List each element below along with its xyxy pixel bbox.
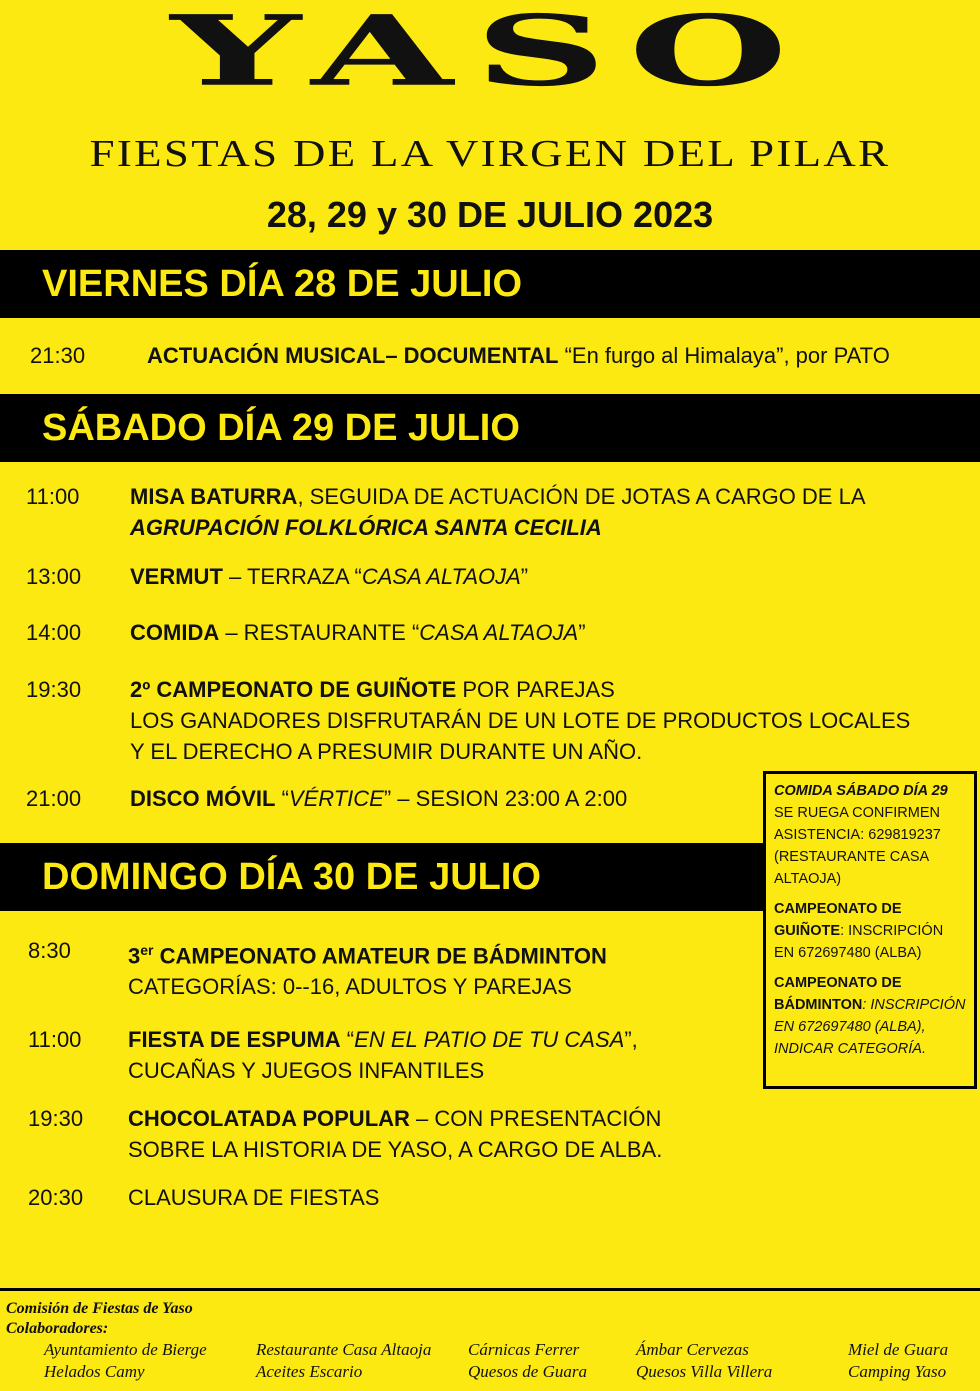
event-venue: CASA ALTAOJA — [419, 620, 579, 645]
info-box — [763, 771, 977, 1089]
event-time: 8:30 — [28, 938, 71, 963]
festival-dates: 28, 29 y 30 DE JULIO 2023 — [266, 194, 714, 235]
sponsor-item: Restaurante Casa Altaoja — [256, 1340, 432, 1359]
info-comida — [774, 780, 966, 890]
event-title: FIESTA DE ESPUMA — [128, 1027, 341, 1052]
event-detail: – RESTAURANTE “ — [219, 620, 420, 645]
day-header-domingo: DOMINGO DÍA 30 DE JULIO — [0, 843, 763, 911]
info-badminton-title: CAMPEONATO DE BÁDMINTON — [774, 975, 902, 1013]
event-time: 19:30 — [28, 1106, 84, 1131]
sponsor-item: Camping Yaso — [848, 1362, 947, 1381]
footer-commission: Comisión de Fiestas de Yaso — [6, 1300, 193, 1317]
event-time: 13:00 — [26, 564, 82, 589]
event-title: COMIDA — [130, 620, 220, 645]
event-detail-line2: AGRUPACIÓN FOLKLÓRICA SANTA CECILIA — [130, 515, 602, 540]
page-title: YASO — [170, 0, 810, 108]
event-title: 2º CAMPEONATO DE GUIÑOTE — [130, 677, 457, 702]
info-guinote-text: : INSCRIPCIÓN EN 672697480 (ALBA) — [774, 923, 944, 961]
footer-collaborators-label: Colaboradores: — [6, 1320, 109, 1337]
sponsor-item: Aceites Escario — [256, 1362, 363, 1381]
event-detail-line2: LOS GANADORES DISFRUTARÁN DE UN LOTE DE PRODUCTOS LOCALES — [130, 708, 911, 733]
info-guinote-title: CAMPEONATO DE GUIÑOTE — [774, 901, 902, 939]
sponsor-item: Quesos de Guara — [468, 1362, 587, 1381]
sponsor-item: Helados Camy — [44, 1362, 145, 1381]
event-detail: – CON PRESENTACIÓN — [409, 1106, 662, 1131]
info-comida-title: COMIDA SÁBADO DÍA 29 — [774, 783, 948, 799]
event-venue: CASA ALTAOJA — [361, 564, 521, 589]
event-title: CAMPEONATO AMATEUR DE BÁDMINTON — [153, 943, 607, 969]
event-title: VERMUT — [130, 564, 223, 589]
event-ordinal: 3 — [128, 943, 141, 969]
event-time: 14:00 — [26, 620, 82, 645]
event-time: 21:00 — [26, 786, 82, 811]
event-detail: – TERRAZA “ — [222, 564, 362, 589]
day-header-viernes: VIERNES DÍA 28 DE JULIO — [0, 250, 980, 318]
event-time: 11:00 — [26, 484, 80, 509]
page-subtitle: FIESTAS DE LA VIRGEN DEL PILAR — [89, 133, 891, 175]
event-title: DISCO MÓVIL — [130, 786, 276, 811]
sponsor-item: Ámbar Cervezas — [636, 1340, 749, 1359]
event-title: ACTUACIÓN MUSICAL– DOCUMENTAL — [147, 343, 559, 368]
sponsor-item: Ayuntamiento de Bierge — [44, 1340, 207, 1359]
footer-divider — [0, 1288, 980, 1291]
event-detail-line2: CATEGORÍAS: 0--16, ADULTOS Y PAREJAS — [128, 974, 572, 1000]
event-detail: “En furgo al Himalaya”, por PATO — [558, 343, 890, 368]
event-ordinal-suffix: er — [140, 942, 154, 958]
event-time: 20:30 — [28, 1185, 84, 1210]
event-title: CLAUSURA DE FIESTAS — [128, 1185, 380, 1210]
event-detail: “ — [340, 1027, 355, 1052]
info-comida-text: SE RUEGA CONFIRMEN ASISTENCIA: 629819237 (RESTAURANTE CASA ALTAOJA) — [774, 805, 941, 887]
event-detail-line3: Y EL DERECHO A PRESUMIR DURANTE UN AÑO. — [130, 739, 643, 764]
sponsor-item: Cárnicas Ferrer — [468, 1340, 580, 1359]
event-venue: EN EL PATIO DE TU CASA — [354, 1027, 625, 1052]
event-detail-line2: CUCAÑAS Y JUEGOS INFANTILES — [128, 1058, 485, 1083]
info-guinote — [774, 898, 966, 964]
event-detail-end: ” — [520, 564, 529, 589]
event-detail-end: ” — [578, 620, 586, 645]
event-detail: POR PAREJAS — [456, 677, 615, 702]
sponsor-item: Quesos Villa Villera — [636, 1362, 773, 1381]
event-venue: VÉRTICE — [288, 786, 384, 811]
event-detail: , SEGUIDA DE ACTUACIÓN DE JOTAS A CARGO DE LA — [297, 484, 866, 509]
info-badminton — [774, 972, 966, 1060]
event-detail-end: ”, — [624, 1027, 638, 1052]
event-time: 19:30 — [26, 677, 82, 702]
event-detail-end: ” – SESION 23:00 A 2:00 — [383, 786, 628, 811]
event-detail: “ — [275, 786, 289, 811]
day-header-sabado: SÁBADO DÍA 29 DE JULIO — [0, 394, 980, 462]
info-badminton-text: : INSCRIPCIÓN EN 672697480 (ALBA), INDICAR CATEGORÍA. — [774, 997, 966, 1057]
sponsor-item: Miel de Guara — [848, 1340, 949, 1359]
event-detail-line2: SOBRE LA HISTORIA DE YASO, A CARGO DE ALBA. — [128, 1137, 663, 1162]
event-title: CHOCOLATADA POPULAR — [128, 1106, 410, 1131]
event-time: 21:30 — [30, 343, 86, 368]
event-time: 11:00 — [28, 1027, 82, 1052]
event-title: MISA BATURRA — [130, 484, 298, 509]
